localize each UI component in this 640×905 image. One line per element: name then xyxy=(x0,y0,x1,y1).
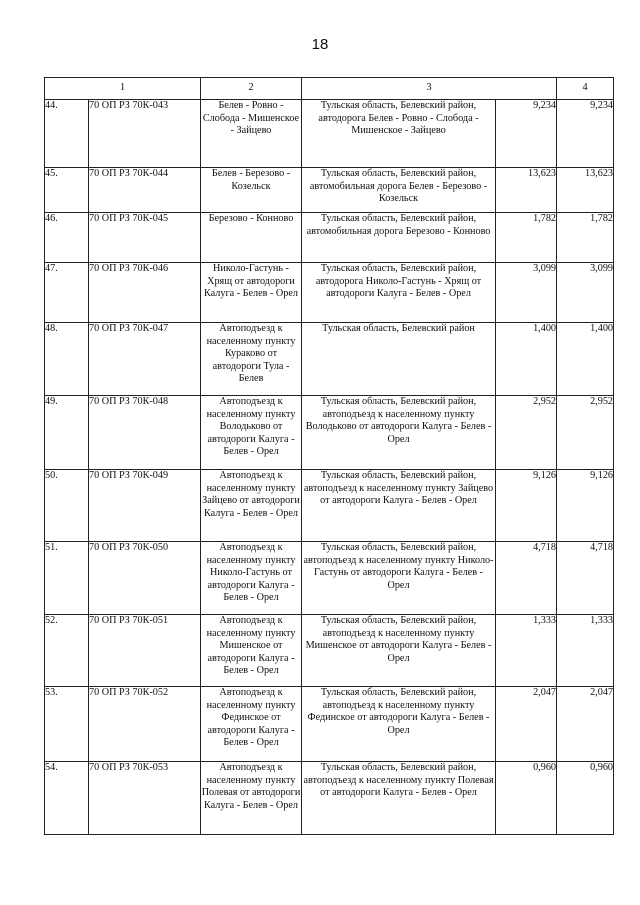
road-name: Автоподъезд к населенному пункту Кураково от автодороги Тула - Белев xyxy=(201,323,302,396)
road-location: Тульская область, Белевский район, автоподъезд к населенному пункту Николо-Гастунь от автодороги Калуга - Белев - Орел xyxy=(302,542,496,615)
row-number: 45. xyxy=(45,168,89,213)
header-row xyxy=(45,78,614,100)
length-value: 9,234 xyxy=(496,100,557,168)
table-row xyxy=(45,168,614,213)
road-name: Автоподъезд к населенному пункту Володьково от автодороги Калуга - Белев - Орел xyxy=(201,396,302,470)
header-col-1: 1 xyxy=(45,78,201,100)
road-location: Тульская область, Белевский район, автомобильная дорога Белев - Березово - Козельск xyxy=(302,168,496,213)
road-location: Тульская область, Белевский район, автомобильная дорога Березово - Конново xyxy=(302,213,496,263)
length-value: 4,718 xyxy=(496,542,557,615)
page-number: 18 xyxy=(311,36,329,53)
table-row xyxy=(45,615,614,687)
road-location: Тульская область, Белевский район, автодорога Белев - Ровно - Слобода - Мишенское - Зайцево xyxy=(302,100,496,168)
road-id: 70 ОП РЗ 70К-044 xyxy=(89,168,201,213)
length-total: 13,623 xyxy=(557,168,614,213)
road-location: Тульская область, Белевский район, автоподъезд к населенному пункту Фединское от автодороги Калуга - Белев - Орел xyxy=(302,687,496,762)
row-number: 48. xyxy=(45,323,89,396)
road-name: Автоподъезд к населенному пункту Зайцево от автодороги Калуга - Белев - Орел xyxy=(201,470,302,542)
length-total: 1,333 xyxy=(557,615,614,687)
road-id: 70 ОП РЗ 70К-046 xyxy=(89,263,201,323)
table-row xyxy=(45,542,614,615)
road-id: 70 ОП РЗ 70К-052 xyxy=(89,687,201,762)
table-row xyxy=(45,323,614,396)
road-name: Автоподъезд к населенному пункту Фединское от автодороги Калуга - Белев - Орел xyxy=(201,687,302,762)
row-number: 49. xyxy=(45,396,89,470)
road-name: Автоподъезд к населенному пункту Полевая от автодороги Калуга - Белев - Орел xyxy=(201,762,302,835)
table-row xyxy=(45,213,614,263)
road-name: Березово - Конново xyxy=(201,213,302,263)
row-number: 46. xyxy=(45,213,89,263)
length-total: 3,099 xyxy=(557,263,614,323)
row-number: 53. xyxy=(45,687,89,762)
length-value: 3,099 xyxy=(496,263,557,323)
road-name: Белев - Ровно - Слобода - Мишенское - Зайцево xyxy=(201,100,302,168)
road-id: 70 ОП РЗ 70К-047 xyxy=(89,323,201,396)
header-col-4: 4 xyxy=(557,78,614,100)
row-number: 51. xyxy=(45,542,89,615)
road-id: 70 ОП РЗ 70К-053 xyxy=(89,762,201,835)
road-location: Тульская область, Белевский район, автоподъезд к населенному пункту Зайцево от автодороги Калуга - Белев - Орел xyxy=(302,470,496,542)
table-header xyxy=(45,78,614,100)
length-total: 2,047 xyxy=(557,687,614,762)
row-number: 47. xyxy=(45,263,89,323)
road-id: 70 ОП РЗ 70К-050 xyxy=(89,542,201,615)
length-value: 2,047 xyxy=(496,687,557,762)
road-location: Тульская область, Белевский район, автоподъезд к населенному пункту Полевая от автодороги Калуга - Белев - Орел xyxy=(302,762,496,835)
road-name: Белев - Березово - Козельск xyxy=(201,168,302,213)
length-value: 13,623 xyxy=(496,168,557,213)
length-total: 0,960 xyxy=(557,762,614,835)
header-col-2: 2 xyxy=(201,78,302,100)
road-name: Автоподъезд к населенному пункту Мишенское от автодороги Калуга - Белев - Орел xyxy=(201,615,302,687)
road-name: Автоподъезд к населенному пункту Николо-Гастунь от автодороги Калуга - Белев - Орел xyxy=(201,542,302,615)
road-name: Николо-Гастунь - Хрящ от автодороги Калуга - Белев - Орел xyxy=(201,263,302,323)
road-location: Тульская область, Белевский район, автодорога Николо-Гастунь - Хрящ от автодороги Калуга - Белев - Орел xyxy=(302,263,496,323)
table-row xyxy=(45,396,614,470)
header-col-3: 3 xyxy=(302,78,557,100)
table-row xyxy=(45,100,614,168)
table-row xyxy=(45,762,614,835)
length-total: 9,126 xyxy=(557,470,614,542)
table-body xyxy=(45,100,614,835)
road-id: 70 ОП РЗ 70К-049 xyxy=(89,470,201,542)
length-value: 1,400 xyxy=(496,323,557,396)
length-total: 1,400 xyxy=(557,323,614,396)
roads-table xyxy=(44,77,614,835)
length-value: 0,960 xyxy=(496,762,557,835)
table-row xyxy=(45,470,614,542)
road-id: 70 ОП РЗ 70К-048 xyxy=(89,396,201,470)
road-location: Тульская область, Белевский район, автоподъезд к населенному пункту Володьково от автодороги Калуга - Белев - Орел xyxy=(302,396,496,470)
length-total: 2,952 xyxy=(557,396,614,470)
length-value: 9,126 xyxy=(496,470,557,542)
road-location: Тульская область, Белевский район, автоподъезд к населенному пункту Мишенское от автодороги Калуга - Белев - Орел xyxy=(302,615,496,687)
table-row xyxy=(45,687,614,762)
road-id: 70 ОП РЗ 70К-051 xyxy=(89,615,201,687)
row-number: 52. xyxy=(45,615,89,687)
length-value: 1,782 xyxy=(496,213,557,263)
row-number: 50. xyxy=(45,470,89,542)
length-total: 4,718 xyxy=(557,542,614,615)
road-location: Тульская область, Белевский район xyxy=(302,323,496,396)
length-value: 2,952 xyxy=(496,396,557,470)
length-total: 9,234 xyxy=(557,100,614,168)
row-number: 54. xyxy=(45,762,89,835)
length-value: 1,333 xyxy=(496,615,557,687)
table-row xyxy=(45,263,614,323)
row-number: 44. xyxy=(45,100,89,168)
road-id: 70 ОП РЗ 70К-043 xyxy=(89,100,201,168)
length-total: 1,782 xyxy=(557,213,614,263)
road-id: 70 ОП РЗ 70К-045 xyxy=(89,213,201,263)
